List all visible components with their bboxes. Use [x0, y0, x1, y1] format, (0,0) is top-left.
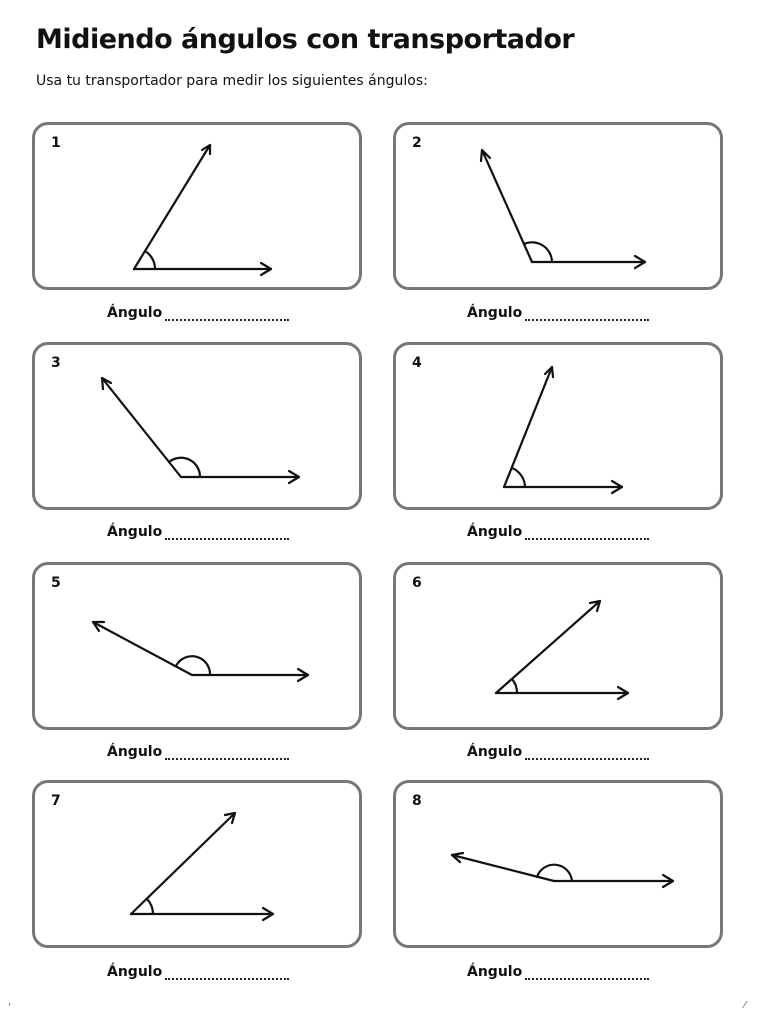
answer-line-8[interactable] — [467, 964, 649, 980]
answer-label: Ángulo — [467, 524, 523, 540]
answer-line-5[interactable] — [107, 744, 289, 760]
angle-arc — [512, 468, 525, 487]
angle-number: 3 — [51, 355, 61, 371]
angle-number: 8 — [412, 793, 422, 809]
angle-drawing — [35, 783, 365, 951]
answer-blank[interactable] — [165, 309, 289, 321]
angle-ray — [452, 855, 554, 881]
angle-arc — [145, 251, 155, 269]
angle-card-3 — [32, 342, 362, 510]
answer-blank[interactable] — [525, 309, 649, 321]
angle-arc — [147, 899, 153, 914]
angle-number: 4 — [412, 355, 422, 371]
angle-ray — [482, 150, 532, 262]
answer-label: Ángulo — [107, 744, 163, 760]
answer-label: Ángulo — [467, 305, 523, 321]
angle-arc — [512, 679, 517, 693]
angle-card-7 — [32, 780, 362, 948]
angle-arc — [176, 656, 210, 675]
angle-card-5 — [32, 562, 362, 730]
answer-line-7[interactable] — [107, 964, 289, 980]
angle-card-4 — [393, 342, 723, 510]
angle-drawing — [396, 125, 726, 293]
angle-number: 6 — [412, 575, 422, 591]
angle-number: 7 — [51, 793, 61, 809]
answer-line-4[interactable] — [467, 524, 649, 540]
angle-ray — [93, 622, 192, 675]
angle-card-2 — [393, 122, 723, 290]
answer-blank[interactable] — [525, 528, 649, 540]
answer-line-1[interactable] — [107, 305, 289, 321]
answer-line-3[interactable] — [107, 524, 289, 540]
angle-number: 5 — [51, 575, 61, 591]
worksheet-title: Midiendo ángulos con transportador — [36, 24, 575, 55]
angle-card-1 — [32, 122, 362, 290]
answer-label: Ángulo — [467, 744, 523, 760]
answer-blank[interactable] — [165, 528, 289, 540]
angle-drawing — [35, 345, 365, 513]
angle-drawing — [35, 565, 365, 733]
answer-line-6[interactable] — [467, 744, 649, 760]
angle-ray — [504, 367, 552, 487]
angle-number: 2 — [412, 135, 422, 151]
angle-drawing — [396, 565, 726, 733]
angle-drawing — [396, 783, 726, 951]
answer-label: Ángulo — [107, 524, 163, 540]
answer-blank[interactable] — [525, 968, 649, 980]
answer-label: Ángulo — [107, 305, 163, 321]
answer-blank[interactable] — [165, 748, 289, 760]
angle-number: 1 — [51, 135, 61, 151]
angle-card-6 — [393, 562, 723, 730]
corner-mark-left: ‘ — [8, 1002, 12, 1013]
answer-blank[interactable] — [165, 968, 289, 980]
angle-card-8 — [393, 780, 723, 948]
answer-line-2[interactable] — [467, 305, 649, 321]
corner-mark-right: ⁄ — [744, 1000, 746, 1011]
worksheet-instructions: Usa tu transportador para medir los siguientes ángulos: — [36, 73, 428, 89]
angle-drawing — [396, 345, 726, 513]
angle-drawing — [35, 125, 365, 293]
answer-label: Ángulo — [467, 964, 523, 980]
answer-blank[interactable] — [525, 748, 649, 760]
answer-label: Ángulo — [107, 964, 163, 980]
